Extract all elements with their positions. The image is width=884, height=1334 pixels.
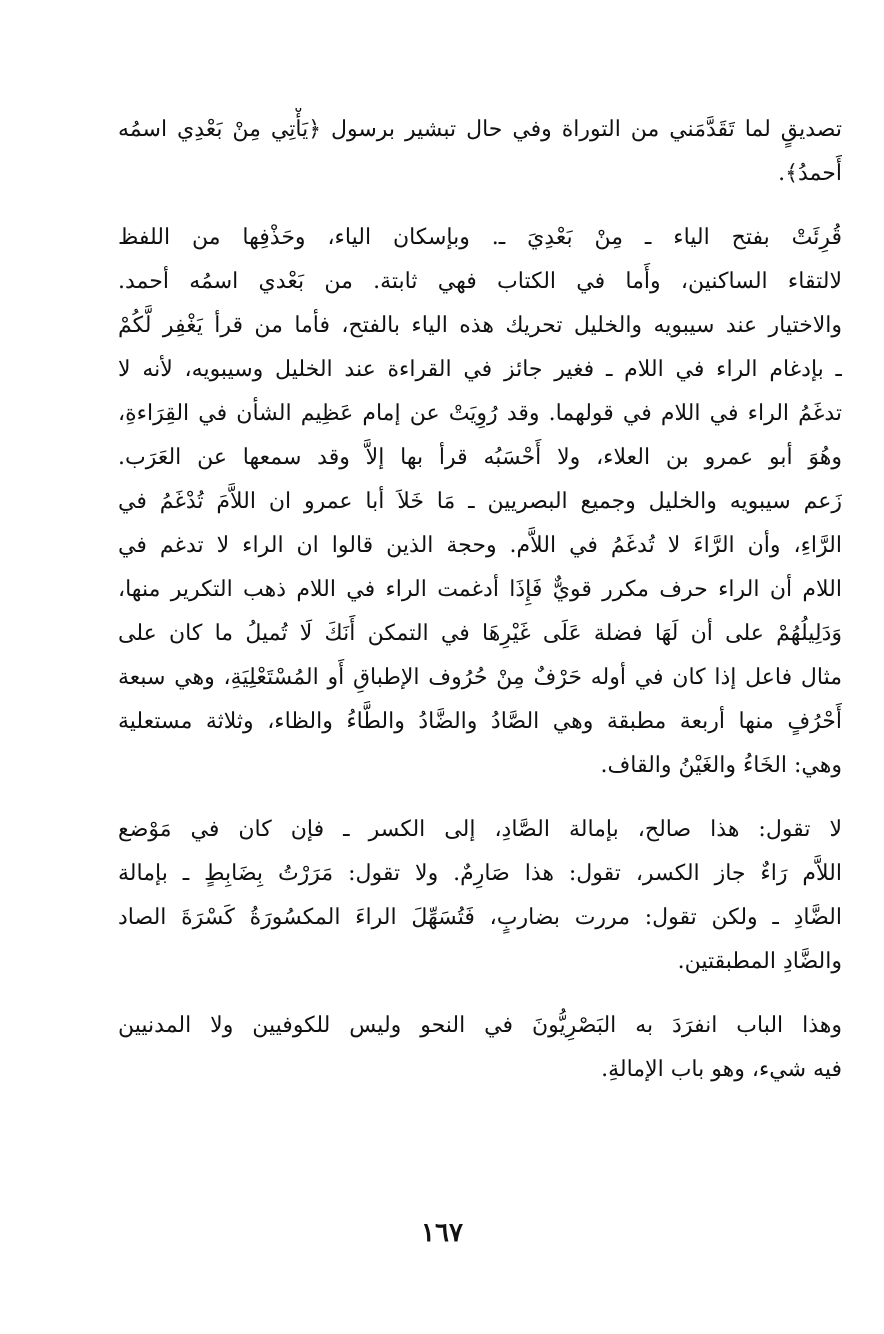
paragraph-gap: [118, 196, 842, 216]
text-line: ـ بإدغام الراء في اللام ـ فغير جائز في القراءة عند الخليل وسيبويه، لأنه لا: [118, 357, 842, 382]
text-line: أَحمدُ﴾.: [778, 161, 842, 186]
text-line: اللاَّم رَاءٌ جاز الكسر، تقول: هذا صَارِمٌ. ولا تقول: مَرَرْتُ بِضَابِطٍ ـ بإمالة: [118, 861, 842, 886]
page-number: ١٦٧: [421, 1218, 463, 1248]
text-line: لا تقول: هذا صالح، بإمالة الصَّادِ، إلى الكسر ـ فإن كان في مَوْضع: [118, 817, 842, 842]
paragraph-gap: [118, 788, 842, 808]
text-line: وهذا الباب انفرَدَ به البَصْرِيُّونَ في النحو وليس للكوفيين ولا المدنيين: [118, 1013, 842, 1038]
text-line: قُرِئَتْ بفتح الياء ـ مِنْ بَعْدِيَ ـ. وبإسكان الياء، وحَذْفِها من اللفظ: [118, 225, 842, 250]
text-line: فيه شيء، وهو باب الإمالةِ.: [601, 1057, 842, 1082]
text-line: وهي: الخَاءُ والغَيْنُ والقاف.: [600, 753, 842, 778]
text-line: لالتقاء الساكنين، وأَما في الكتاب فهي ثابتة. من بَعْدي اسمُه أحمد.: [118, 269, 842, 294]
paragraph: [118, 216, 842, 788]
text-line: زَعم سيبويه والخليل وجميع البصريين ـ مَا خَلاَ أبا عمرو ان اللاَّمَ تُدْغَمُ في: [118, 489, 842, 514]
text-line: والاختيار عند سيبويه والخليل تحريك هذه الياء بالفتح، فأما من قرأ يَغْفِر لَّكُمْ: [118, 313, 842, 338]
text-line: وَدَلِيلُهُمْ على أن لَهَا فضلة عَلَى غَيْرِهَا في التمكن أَنَكَ لَا تُميلُ ما كان على: [118, 621, 842, 646]
text-line: تدغَمُ الراء في اللام في قولهما. وقد رُوِيَتْ عن إمام عَظِيم الشأن في القِرَاءةِ،: [118, 401, 842, 426]
text-line: وهُوَ أبو عمرو بن العلاء، ولا أَحْسَبُه قرأ بها إلاَّ وقد سمعها عن العَرَب.: [118, 445, 842, 470]
text-line: الرَّاءِ، وأن الرَّاءَ لا تُدغَمُ في اللاَّم. وحجة الذين قالوا ان الراء لا تدغم في: [118, 533, 842, 558]
paragraph-gap: [118, 984, 842, 1004]
text-line: والضَّادِ المطبقتين.: [677, 949, 842, 974]
text-line: الضَّادِ ـ ولكن تقول: مررت بضاربٍ، فَتُسَهِّلَ الراءَ المكسُورَةُ كَسْرَةَ الصاد: [118, 905, 842, 930]
page-body: [118, 108, 842, 1092]
text-line: تصديقٍ لما تَقَدَّمَني من التوراة وفي حال تبشير برسول ﴿يَأْتِي مِنْ بَعْدِي اسمُه: [118, 117, 842, 142]
text-line: أَحْرُفٍ منها أربعة مطبقة وهي الصَّادُ والضَّادُ والطَّاءُ والظاء، وثلاثة مستعلية: [118, 709, 842, 734]
paragraph: [118, 108, 842, 196]
paragraph: [118, 1004, 842, 1092]
text-line: اللام أن الراء حرف مكرر قويٌّ فَإِذَا أدغمت الراء في اللام ذهب التكرير منها،: [118, 577, 842, 602]
text-line: مثال فاعل إذا كان في أوله حَرْفٌ مِنْ حُرُوف الإطباقِ أَو المُسْتَعْلِيَةِ، وهي سبعة: [118, 665, 842, 690]
paragraph: [118, 808, 842, 984]
